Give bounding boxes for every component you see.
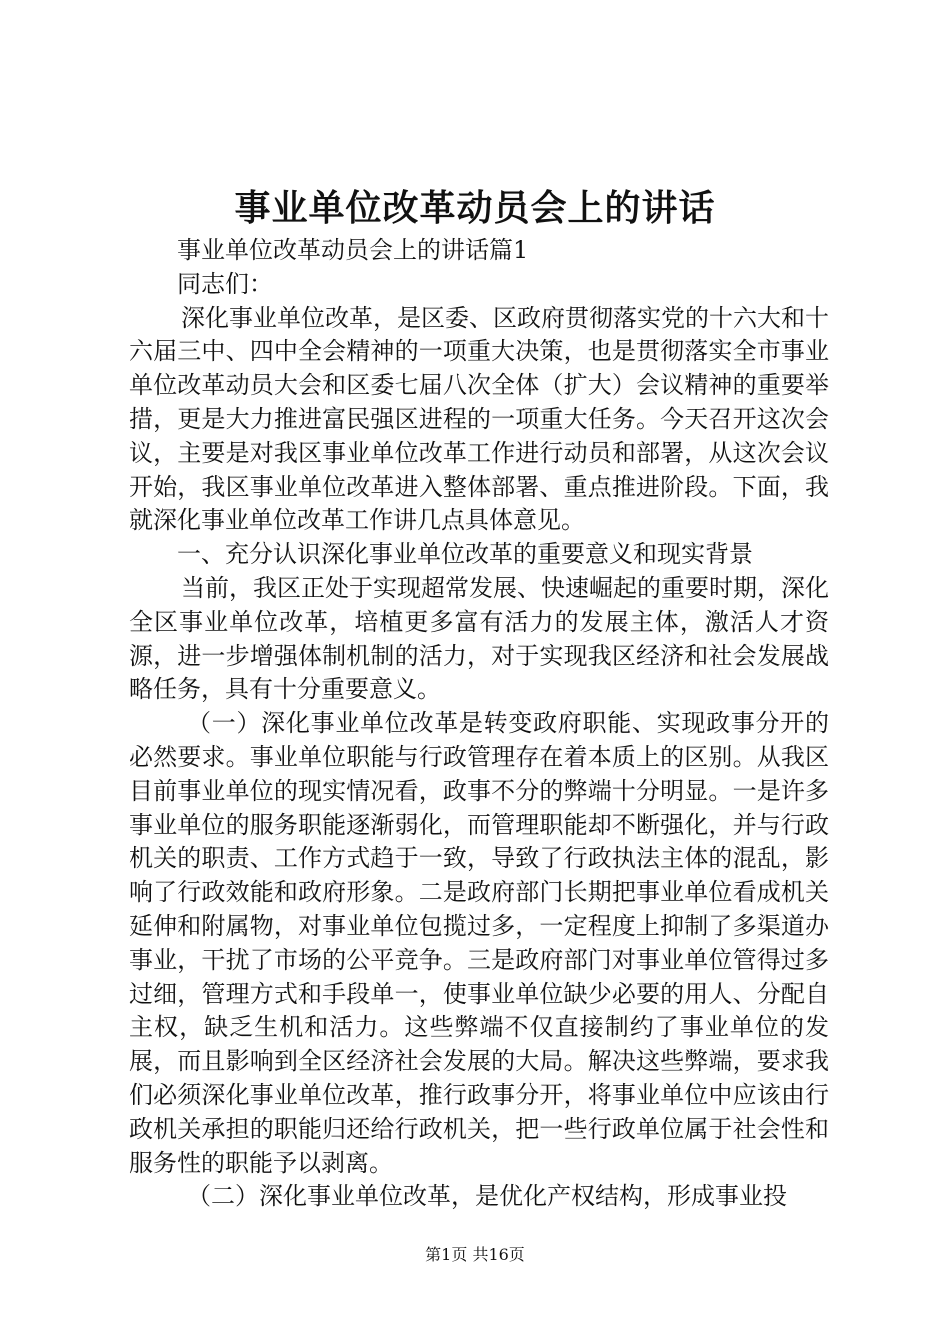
section-heading-1: 一、充分认识深化事业单位改革的重要意义和现实背景 — [177, 540, 753, 569]
paragraph-intro: 深化事业单位改革，是区委、区政府贯彻落实党的十六大和十六届三中、四中全会精神的一项重大决策，也是贯彻落实全市事业单位改革动员大会和区委七届八次全体（扩大）会议精神的重要举措，更是大力推进富民强区进程的一项重大任务。今天召开这次会议，主要是对我区事业单位改革工作进行动员和部署，从这次会议开始，我区事业单位改革进入整体部署、重点推进阶段。下面，我就深化事业单位改革工作讲几点具体意见。 — [129, 303, 829, 535]
paragraph-background: 当前，我区正处于实现超常发展、快速崛起的重要时期，深化全区事业单位改革，培植更多富有活力的发展主体，激活人才资源，进一步增强体制机制的活力，对于实现我区经济和社会发展战略任务，具有十分重要意义。 — [129, 573, 829, 704]
paragraph-point-2: （二）深化事业单位改革，是优化产权结构，形成事业投 — [187, 1182, 787, 1211]
document-body — [129, 234, 829, 1214]
document-title: 事业单位改革动员会上的讲话 — [234, 187, 716, 229]
document-subtitle: 事业单位改革动员会上的讲话篇1 — [177, 236, 529, 264]
page-number: 第1页 共16页 — [425, 1245, 525, 1264]
salutation: 同志们： — [177, 269, 273, 298]
paragraph-point-1: （一）深化事业单位改革是转变政府职能、实现政事分开的必然要求。事业单位职能与行政管理存在着本质上的区别。从我区目前事业单位的现实情况看，政事不分的弊端十分明显。一是许多事业单位的服务职能逐渐弱化，而管理职能却不断强化，并与行政机关的职责、工作方式趋于一致，导致了行政执法主体的混乱，影响了行政效能和政府形象。二是政府部门长期把事业单位看成机关延伸和附属物，对事业单位包揽过多，一定程度上抑制了多渠道办事业，干扰了市场的公平竞争。三是政府部门对事业单位管得过多过细，管理方式和手段单一，使事业单位缺少必要的用人、分配自主权，缺乏生机和活力。这些弊端不仅直接制约了事业单位的发展，而且影响到全区经济社会发展的大局。解决这些弊端，要求我们必须深化事业单位改革，推行政事分开，将事业单位中应该由行政机关承担的职能归还给行政机关，把一些行政单位属于社会性和服务性的职能予以剥离。 — [129, 709, 829, 1177]
